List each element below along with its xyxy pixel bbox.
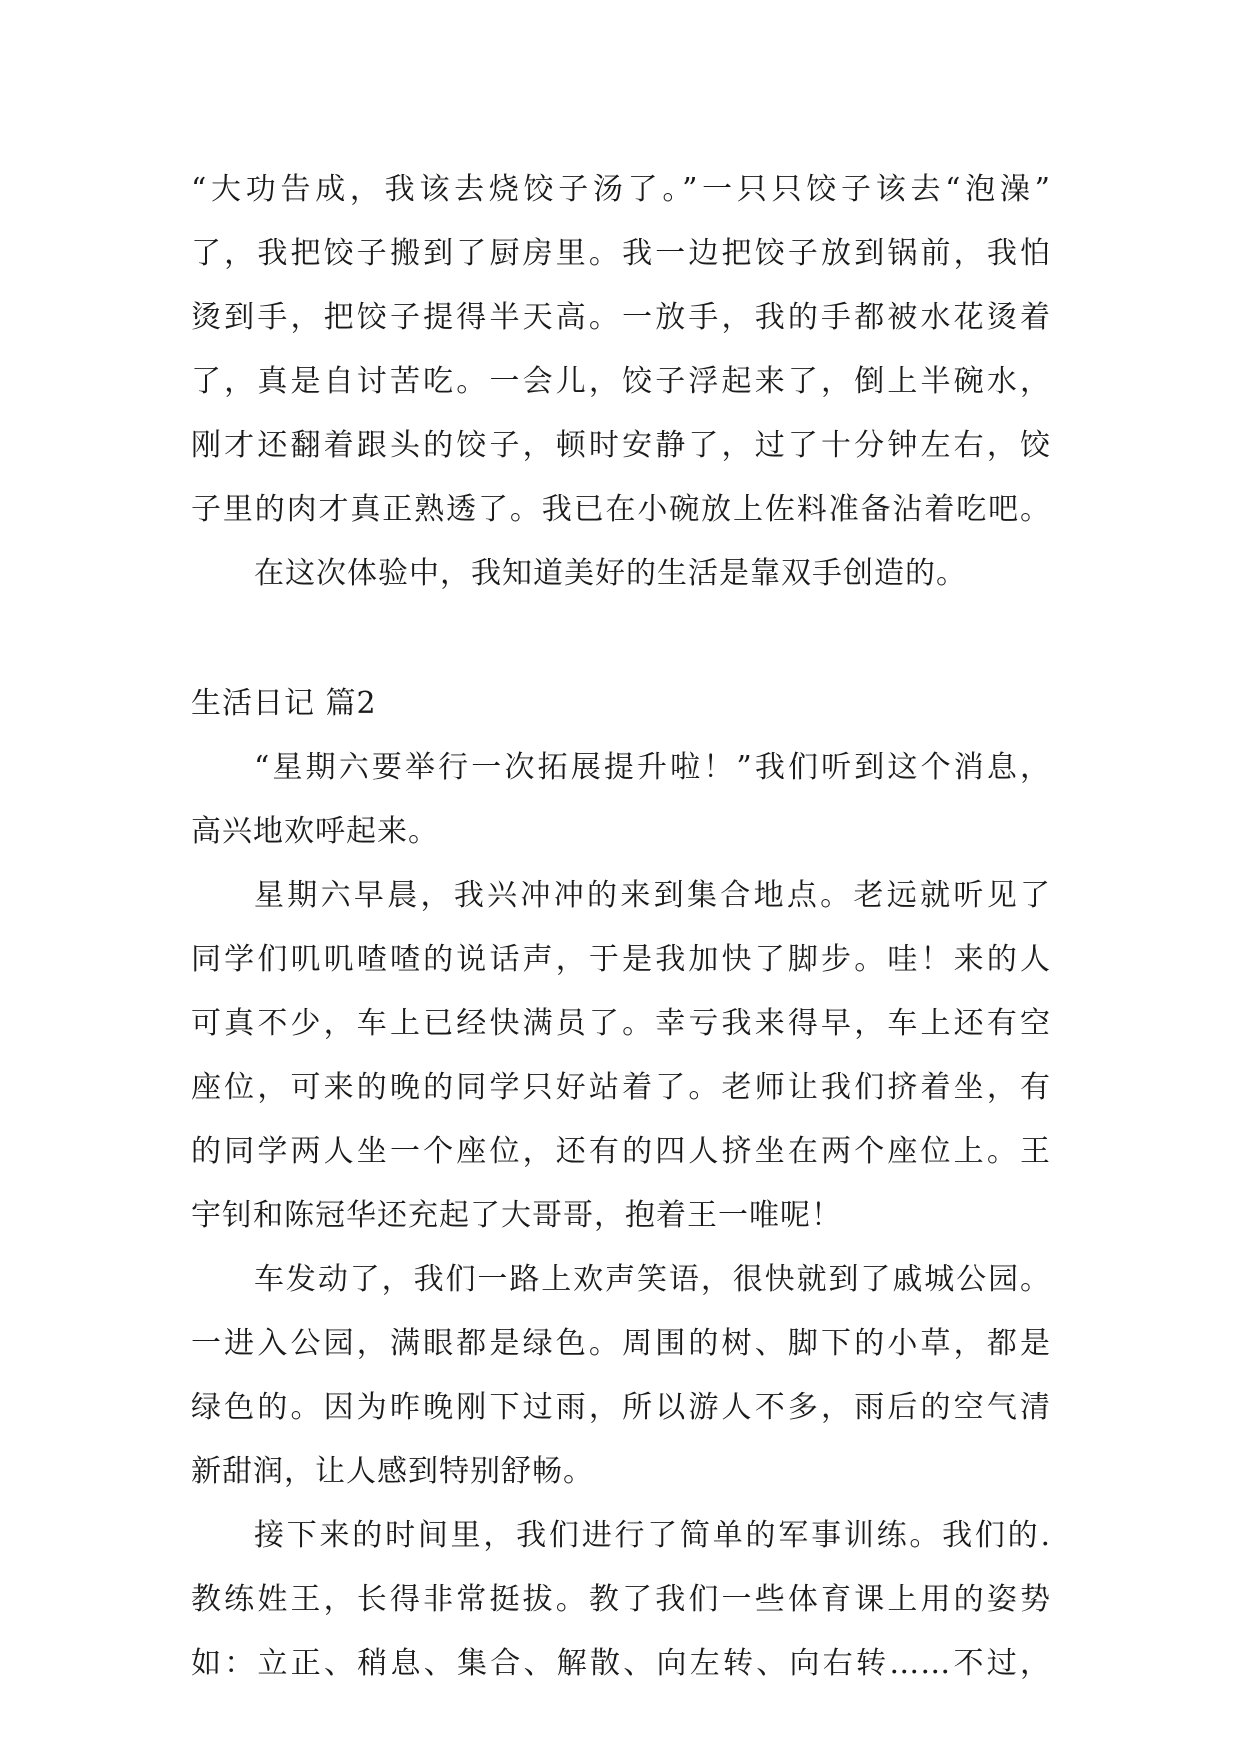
text-line: 接下来的时间里，我们进行了简单的军事训练。我们的. <box>254 1518 1051 1553</box>
text-line: 子里的肉才真正熟透了。我已在小碗放上佐料准备沾着吃吧。 <box>191 492 1051 527</box>
text-line: 新甜润，让人感到特别舒畅。 <box>191 1454 594 1489</box>
paragraph <box>191 158 1051 542</box>
text-line: 一进入公园，满眼都是绿色。周围的树、脚下的小草，都是 <box>191 1326 1051 1361</box>
text-line: “星期六要举行一次拓展提升啦！”我们听到这个消息， <box>254 750 1051 785</box>
text-line: 高兴地欢呼起来。 <box>191 814 439 849</box>
paragraph <box>191 864 1051 1248</box>
text-line: “大功告成，我该去烧饺子汤了。”一只只饺子该去“泡澡” <box>191 172 1051 207</box>
text-line: 教练姓王，长得非常挺拔。教了我们一些体育课上用的姿势 <box>191 1582 1051 1617</box>
text-line: 绿色的。因为昨晚刚下过雨，所以游人不多，雨后的空气清 <box>191 1390 1051 1425</box>
section-gap <box>191 606 1051 672</box>
text-line: 同学们叽叽喳喳的说话声，于是我加快了脚步。哇！来的人 <box>191 942 1051 977</box>
text-line: 在这次体验中，我知道美好的生活是靠双手创造的。 <box>254 556 967 591</box>
paragraph <box>191 1248 1051 1504</box>
text-line: 星期六早晨，我兴冲冲的来到集合地点。老远就听见了 <box>254 878 1051 913</box>
text-line: 刚才还翻着跟头的饺子，顿时安静了，过了十分钟左右，饺 <box>191 428 1051 463</box>
text-line: 了，我把饺子搬到了厨房里。我一边把饺子放到锅前，我怕 <box>191 236 1051 271</box>
text-line: 了，真是自讨苦吃。一会儿，饺子浮起来了，倒上半碗水， <box>191 364 1051 399</box>
text-line: 宇钊和陈冠华还充起了大哥哥，抱着王一唯呢！ <box>191 1198 842 1233</box>
paragraph <box>191 1504 1051 1696</box>
text-line: 的同学两人坐一个座位，还有的四人挤坐在两个座位上。王 <box>191 1134 1051 1169</box>
text-line: 可真不少，车上已经快满员了。幸亏我来得早，车上还有空 <box>191 1006 1051 1041</box>
document-page <box>191 158 1051 1696</box>
text-line: 座位，可来的晚的同学只好站着了。老师让我们挤着坐，有 <box>191 1070 1051 1105</box>
text-line: 烫到手，把饺子提得半天高。一放手，我的手都被水花烫着 <box>191 300 1051 335</box>
text-line: 如：立正、稍息、集合、解散、向左转、向右转……不过， <box>191 1646 1051 1681</box>
paragraph <box>191 736 1051 864</box>
paragraph <box>191 542 1051 606</box>
text-line: 车发动了，我们一路上欢声笑语，很快就到了戚城公园。 <box>254 1262 1051 1297</box>
section-heading: 生活日记 篇2 <box>191 686 377 721</box>
